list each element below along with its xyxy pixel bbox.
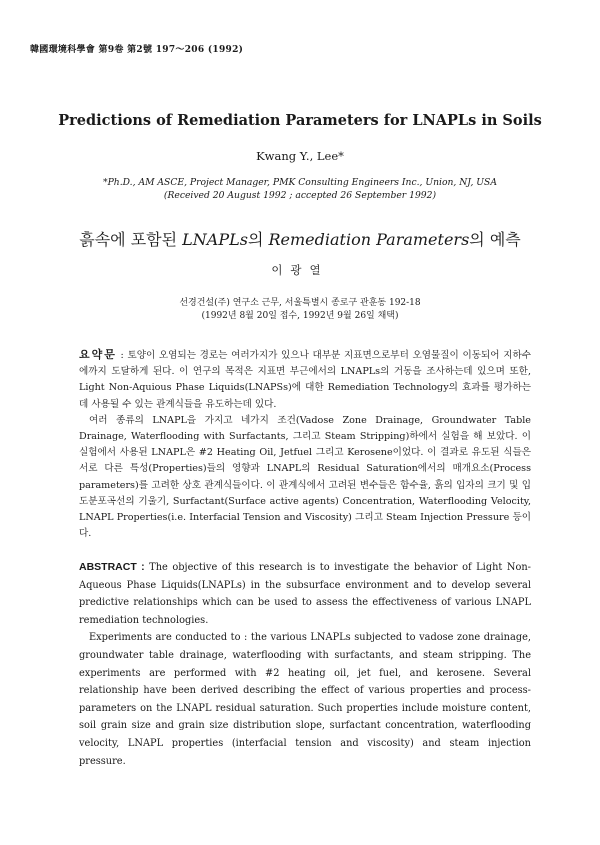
received-date: (Received 20 August 1992 ; accepted 26 September 1992) <box>163 190 437 201</box>
korean-abstract-paragraph-2: 여러 종류의 LNAPL을 가지고 네가지 조건(Vadose Zone Drainage, Groundwater Table Drainage, Waterflooding with Surfactants, 그리고 Steam Stripping)하에서 실험을 해 보았다. 이 실험에서 사용된 LNAPL은 #2 Heating Oil, Jetfuel 그리고 Kerosene이었다. 이 결과로 유도된 식들은 서로 다른 특성(Properties)들의 영향과 LNAPL의 Residual Saturation에서의 매개요소(Process parameters)를 고려한 상호 관계식들이다. 이 관계식에서 고려된 변수들은 함수율, 흙의 입자의 크기 및 입도분포곡선의 기울기, Surfactant(Surface active agents) Concentration, Waterflooding Velocity, LNAPL Properties(i.e. Interfacial Tension and Viscosity) 그리고 Steam Injection Pressure 등이다. <box>79 414 531 540</box>
korean-author: 이광열 <box>271 263 329 277</box>
english-abstract-paragraph-1 <box>79 559 531 629</box>
english-abstract-paragraph-2: Experiments are conducted to : the various LNAPLs subjected to vadose zone drainage, groundwater table drainage, waterflooding with surfactants, and steam stripping. The experiments are performed with #2 heating oil, jet fuel, and kerosene. Several relationship have been derived describing the effect of various properties and process-parameters on the LNAPL residual saturation. Such properties include moisture content, soil grain size and grain size distribution slope, surfactant concentration, waterflooding velocity, LNAPL properties (interfacial tension and viscosity) and steam injection pressure. <box>79 632 531 767</box>
author-name: Kwang Y., Lee* <box>256 149 344 163</box>
korean-abstract-paragraph-1: 요약문 : 토양이 오염되는 경로는 여러가지가 있으나 대부분 지표면으로부터 오염물질이 이동되어 지하수에까지 도달하게 된다. 이 연구의 목적은 지표면 부근에서의 LNAPLs의 거동을 조사하는데 있으며 또한, Light Non-Aquious Phase Liquids(LNAPSs)에 대한 Remediation Technology의 효과를 평가하는데 사용될 수 있는 관계식들을 유도하는데 있다. <box>79 348 531 410</box>
korean-received-date: (1992년 8월 20일 접수, 1992년 9월 26일 채택) <box>201 311 399 321</box>
korean-affiliation-block <box>0 297 600 323</box>
author-affiliation-block <box>0 176 600 202</box>
korean-title-part4: Remediation Parameters <box>268 230 470 249</box>
korean-title <box>0 227 600 250</box>
korean-abstract <box>79 347 531 542</box>
korean-title-part5: 의 예측 <box>469 230 521 249</box>
korean-title-part2: LNAPLs <box>182 230 248 249</box>
paper-title: Predictions of Remediation Parameters for LNAPLs in Soils <box>58 112 542 129</box>
english-abstract-text-1: The objective of this research is to investigate the behavior of Light Non-Aqueous Phase Liquids(LNAPLs) in the subsurface environment and to develop several predictive relationships which can be used to assess the effectiveness of various LNAPL remediation technologies. <box>79 562 531 626</box>
author-affiliation: *Ph.D., AM ASCE, Project Manager, PMK Consulting Engineers Inc., Union, NJ, USA <box>103 177 497 188</box>
english-abstract <box>79 559 531 770</box>
korean-title-part3: 의 <box>247 230 269 249</box>
journal-header: 韓國環境科學會 第9卷 第2號 197～206 (1992) <box>30 45 244 55</box>
english-abstract-label: ABSTRACT : <box>79 561 145 573</box>
korean-title-part1: 흙속에 포함된 <box>79 230 183 249</box>
korean-abstract-label: 요약문 <box>79 348 117 361</box>
korean-affiliation: 선경건설(주) 연구소 근무, 서울특별시 종로구 관훈동 192-18 <box>179 298 421 308</box>
korean-abstract-text-1: 토양이 오염되는 경로는 여러가지가 있으나 대부분 지표면으로부터 오염물질이 이동되어 지하수에까지 도달하게 된다. 이 연구의 목적은 지표면 부근에서의 LNAPLs의 거동을 조사하는데 있으며 또한, Light Non-Aquious Phase Liquids(LNAPSs)에 대한 Remediation Technology의 효과를 평가하는데 사용될 수 있는 관계식들을 유도하는데 있다. <box>79 350 531 410</box>
